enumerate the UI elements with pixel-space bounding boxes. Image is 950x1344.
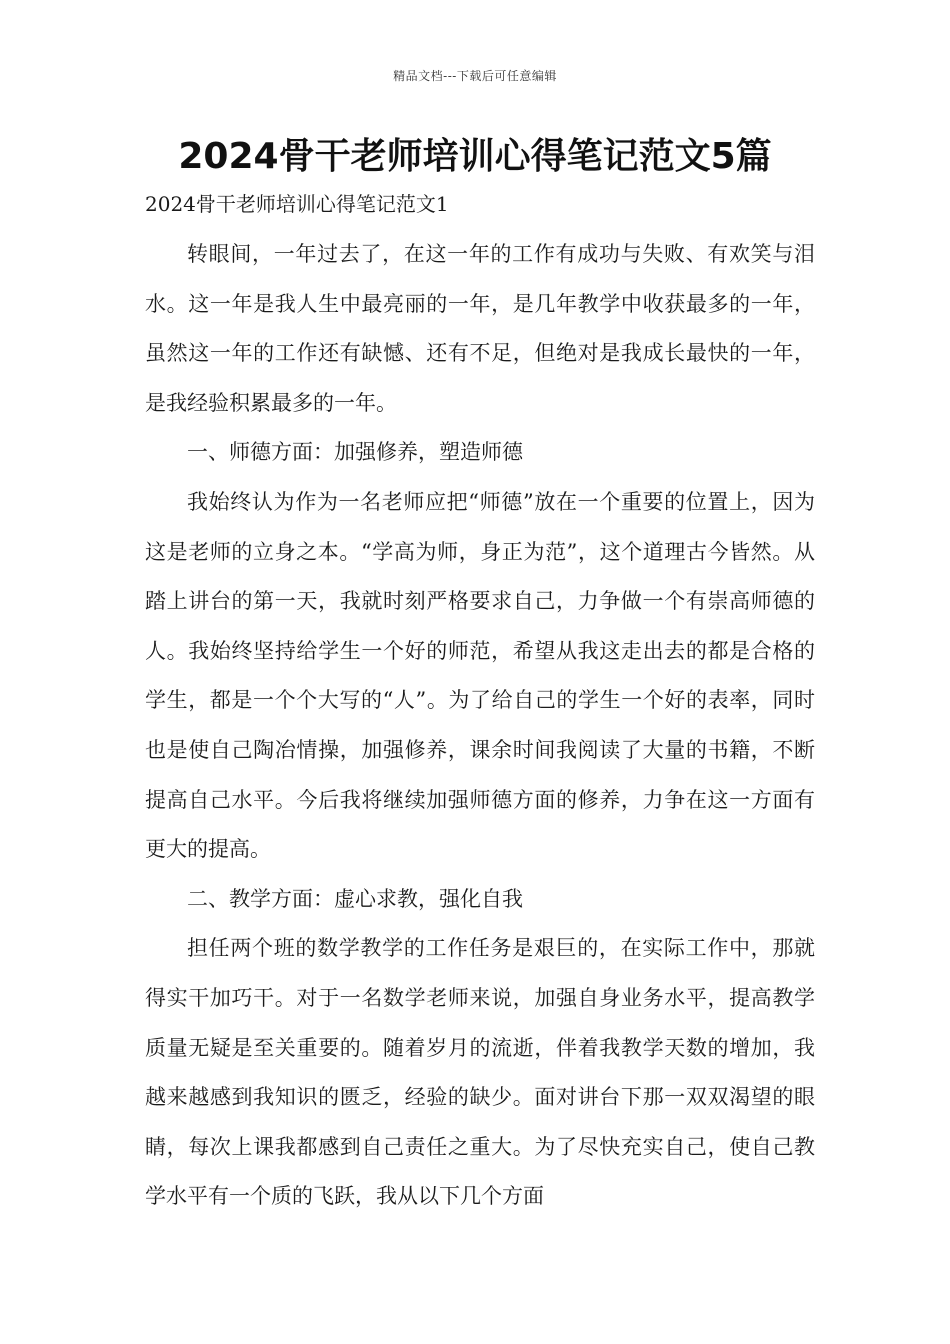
paragraph-ethics: 我始终认为作为一名老师应把“师德”放在一个重要的位置上，因为这是老师的立身之本。“学高为师，身正为范”，这个道理古今皆然。从踏上讲台的第一天，我就时刻严格要求自己，力争做一个有崇高师德的人。我始终坚持给学生一个好的师范，希望从我这走出去的都是合格的学生，都是一个个大写的“人”。为了给自己的学生一个好的表率，同时也是使自己陶冶情操，加强修养，课余时间我阅读了大量的书籍，不断提高自己水平。今后我将继续加强师德方面的修养，力争在这一方面有更大的提高。: [145, 489, 815, 862]
paragraph-intro: 转眼间，一年过去了，在这一年的工作有成功与失败、有欢笑与泪水。这一年是我人生中最亮丽的一年，是几年教学中收获最多的一年，虽然这一年的工作还有缺憾、还有不足，但绝对是我成长最快的一年，是我经验积累最多的一年。: [145, 242, 815, 415]
page-header: 精品文档---下载后可任意编辑: [393, 69, 557, 83]
body-text: [145, 230, 815, 1222]
document-title: 2024骨干老师培训心得笔记范文5篇: [178, 136, 772, 177]
heading-ethics: 一、师德方面：加强修养，塑造师德: [187, 440, 523, 465]
heading-teaching: 二、教学方面：虚心求教，强化自我: [187, 886, 523, 911]
paragraph-teaching: 担任两个班的数学教学的工作任务是艰巨的，在实际工作中，那就得实干加巧干。对于一名数学老师来说，加强自身业务水平，提高教学质量无疑是至关重要的。随着岁月的流逝，伴着我教学天数的增加，我越来越感到我知识的匮乏，经验的缺少。面对讲台下那一双双渴望的眼睛，每次上课我都感到自己责任之重大。为了尽快充实自己，使自己教学水平有一个质的飞跃，我从以下几个方面: [145, 936, 815, 1209]
section-subtitle: 2024骨干老师培训心得笔记范文1: [145, 192, 449, 216]
